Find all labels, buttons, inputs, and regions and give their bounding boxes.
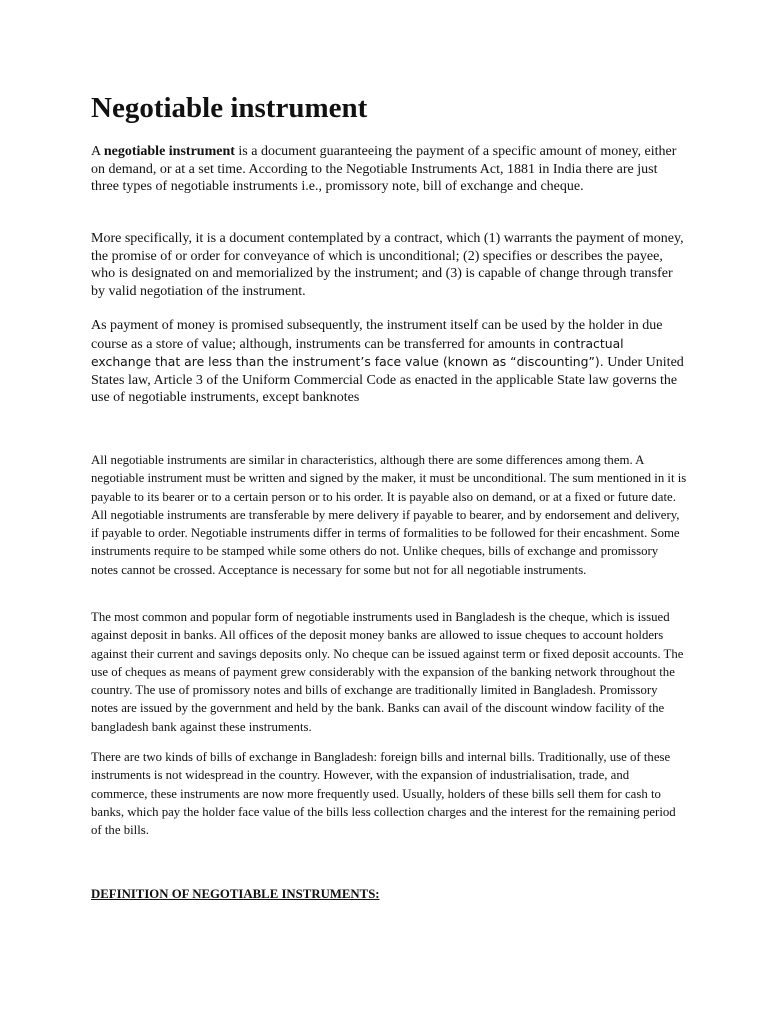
paragraph-bills-of-exchange: There are two kinds of bills of exchange in Bangladesh: foreign bills and internal bills. Traditionally, use of these instruments is not widespread in the country. However, with the expansion of industrialisation, trade, and commerce, these instruments are now more frequently used. Usually, holders of these bills sell them for cash to banks, which pay the holder face value of the bills less collection charges and the interest for the remaining period of the bills. <box>91 750 676 838</box>
page-title: Negotiable instrument <box>91 92 368 124</box>
paragraph-bangladesh-cheque: The most common and popular form of negotiable instruments used in Bangladesh is the cheque, which is issued against deposit in banks. All offices of the deposit money banks are allowed to issue cheques to account holders against their current and savings deposits only. No cheque can be issued against term or fixed deposit accounts. The use of cheques as means of payment grew considerably with the expansion of the banking network throughout the country. The use of promissory notes and bills of exchange are traditionally limited in Bangladesh. Promissory notes are issued by the government and held by the bank. Banks can avail of the discount window facility of the bangladesh bank against these instruments. <box>91 610 684 734</box>
paragraph-characteristics: All negotiable instruments are similar in characteristics, although there are some differences among them. A negotiable instrument must be written and signed by the maker, it must be unconditional. The sum mentioned in it is payable to its bearer or to a certain person or to his order. It is payable also on demand, or at a fixed or future date. All negotiable instruments are transferable by mere delivery if payable to bearer, and by endorsement and delivery, if payable to order. Negotiable instruments differ in terms of formalities to be followed for their encashment. Some instruments require to be stamped while some others do not. Unlike cheques, bills of exchange and promissory notes cannot be crossed. Acceptance is necessary for some but not for all negotiable instruments. <box>91 453 687 577</box>
paragraph-intro <box>91 143 687 196</box>
store-of-value-part1: As payment of money is promised subsequently, the instrument itself can be used by the holder in due course as a store of value; although, instruments can be transferred for amounts in <box>91 318 663 352</box>
store-of-value-part3: Under United States law, Article 3 of the Uniform Commercial Code as enacted in the applicable State law governs the use of negotiable instruments, except banknotes <box>91 355 684 405</box>
store-of-value-part2: contractual exchange that are less than the instrument’s face value (known as “discounting”). <box>91 335 624 369</box>
intro-lead: A <box>91 144 104 159</box>
section-heading-definition: DEFINITION OF NEGOTIABLE INSTRUMENTS: <box>91 887 380 901</box>
paragraph-store-of-value <box>91 317 687 407</box>
intro-rest: is a document guaranteeing the payment of a specific amount of money, either on demand, or at a set time. According to the Negotiable Instruments Act, 1881 in India there are just three types of negotiable instruments i.e., promissory note, bill of exchange and cheque. <box>91 144 677 194</box>
intro-bold-term: negotiable instrument <box>103 144 235 159</box>
paragraph-specifics: More specifically, it is a document contemplated by a contract, which (1) warrants the payment of money, the promise of or order for conveyance of which is unconditional; (2) specifies or describes the payee, who is designated on and memorialized by the instrument; and (3) is capable of change through transfer by valid negotiation of the instrument. <box>91 231 684 299</box>
